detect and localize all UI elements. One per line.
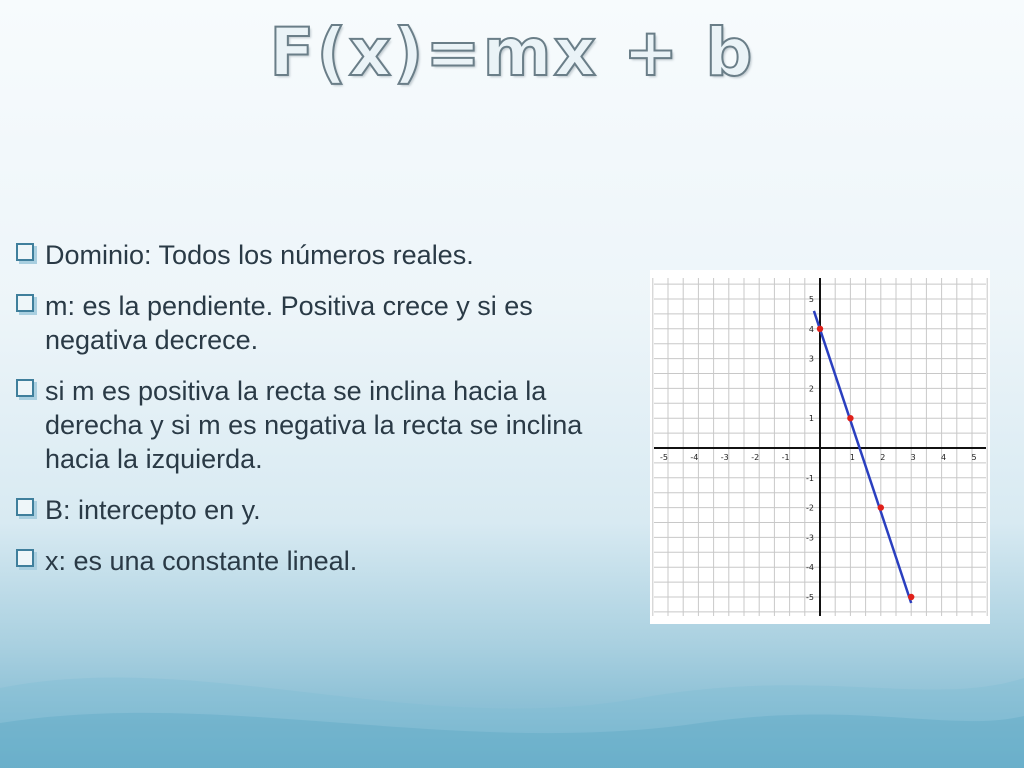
- checkbox-bullet-icon: [16, 379, 34, 397]
- background-wave: [0, 628, 1024, 768]
- y-tick-label: -1: [806, 473, 814, 483]
- x-tick-label: -3: [720, 453, 729, 462]
- x-tick-label: 5: [971, 453, 977, 462]
- data-point: [878, 504, 884, 510]
- bullet-text: si m es positiva la recta se inclina hacia la derecha y si m es negativa la recta se inclina hacia la izquierda.: [45, 376, 583, 474]
- graph-svg: [650, 270, 990, 624]
- bullet-dominio: [12, 238, 632, 272]
- bullet-text: m: es la pendiente. Positiva crece y si es negativa decrece.: [45, 291, 533, 355]
- x-tick-label: -2: [751, 453, 760, 462]
- y-tick-label: -2: [806, 503, 814, 513]
- bullet-intercepto: [12, 493, 632, 527]
- line-graph: [650, 270, 990, 624]
- bullet-text: x: es una constante lineal.: [45, 546, 358, 576]
- slide-title: F(x)=mx + b: [269, 14, 755, 91]
- y-tick-label: -3: [806, 533, 814, 543]
- y-tick-label: 1: [808, 414, 814, 424]
- x-tick-label: 3: [910, 453, 916, 462]
- y-tick-label: -4: [806, 563, 814, 573]
- bullet-pendiente: [12, 289, 632, 357]
- y-tick-label: 3: [808, 354, 814, 364]
- bullet-text: Dominio: Todos los números reales.: [45, 240, 474, 270]
- bullet-inclinacion: [12, 374, 632, 476]
- bullet-list: [12, 238, 632, 595]
- x-tick-label: 4: [941, 453, 947, 462]
- data-point: [908, 594, 914, 600]
- checkbox-bullet-icon: [16, 549, 34, 567]
- y-tick-label: 4: [808, 324, 814, 334]
- x-tick-label: 2: [880, 453, 886, 462]
- y-tick-label: -5: [806, 593, 814, 602]
- x-tick-label: -1: [781, 453, 790, 462]
- x-tick-label: -4: [690, 453, 699, 462]
- y-tick-label: 5: [808, 295, 814, 304]
- bullet-text: B: intercepto en y.: [45, 495, 261, 525]
- function-line: [814, 311, 911, 603]
- y-tick-label: 2: [808, 384, 814, 394]
- bullet-constante: [12, 544, 632, 578]
- checkbox-bullet-icon: [16, 294, 34, 312]
- x-tick-label: 1: [849, 453, 855, 462]
- data-point: [847, 415, 853, 421]
- checkbox-bullet-icon: [16, 498, 34, 516]
- data-point: [817, 326, 823, 332]
- checkbox-bullet-icon: [16, 243, 34, 261]
- x-tick-label: -5: [660, 453, 668, 462]
